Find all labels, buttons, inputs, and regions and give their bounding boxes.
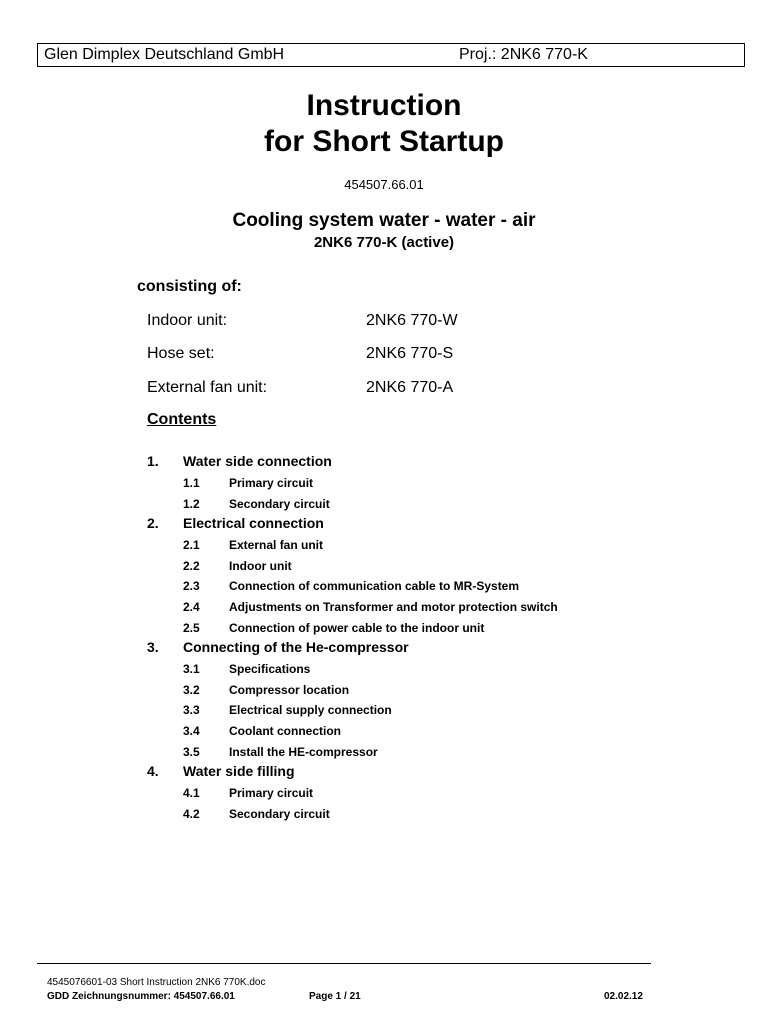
toc-subsection-label: Primary circuit xyxy=(229,476,314,490)
toc-subsection-number: 3.4 xyxy=(183,724,200,738)
subtitle-model: 2NK6 770-K (active) xyxy=(313,234,455,251)
project-number: Proj.: 2NK6 770-K xyxy=(459,46,588,63)
header-box xyxy=(37,43,745,67)
footer-drawing-number: GDD Zeichnungsnummer: 454507.66.01 xyxy=(47,991,235,1002)
document-title-line1: Instruction xyxy=(306,89,462,122)
footer-filename: 4545076601-03 Short Instruction 2NK6 770K.doc xyxy=(47,977,266,988)
toc-subsection-label: Compressor location xyxy=(229,683,350,697)
company-name: Glen Dimplex Deutschland GmbH xyxy=(44,46,285,63)
toc-subsection-number: 3.1 xyxy=(183,662,200,676)
toc-subsection-number: 2.3 xyxy=(183,579,200,593)
toc-subsection-label: Primary circuit xyxy=(229,786,314,800)
component-value: 2NK6 770-A xyxy=(366,379,454,396)
consisting-of-heading: consisting of: xyxy=(137,278,242,295)
toc-subsection-number: 4.2 xyxy=(183,807,200,821)
toc-section-label: Connecting of the He-compressor xyxy=(183,639,409,655)
toc-subsection-number: 2.5 xyxy=(183,621,200,635)
footer-divider xyxy=(37,963,651,964)
toc-subsection-number: 2.4 xyxy=(183,600,200,614)
toc-subsection-label: Adjustments on Transformer and motor protection switch xyxy=(229,600,558,614)
toc-subsection-number: 2.1 xyxy=(183,538,200,552)
toc-subsection-number: 4.1 xyxy=(183,786,200,800)
contents-heading: Contents xyxy=(147,411,217,428)
toc-subsection-label: Specifications xyxy=(229,662,311,676)
toc-subsection-number: 3.5 xyxy=(183,745,200,759)
toc-subsection-label: Connection of power cable to the indoor unit xyxy=(229,621,485,635)
toc-subsection-number: 3.3 xyxy=(183,703,200,717)
document-number: 454507.66.01 xyxy=(344,177,424,192)
footer-date: 02.02.12 xyxy=(604,991,643,1002)
component-value: 2NK6 770-W xyxy=(366,312,458,329)
toc-section-number: 1. xyxy=(147,453,159,469)
toc-section-label: Water side connection xyxy=(183,453,332,469)
toc-subsection-label: Install the HE-compressor xyxy=(229,745,378,759)
toc-subsection-label: Secondary circuit xyxy=(229,497,330,511)
component-label: Indoor unit: xyxy=(147,312,228,329)
toc-subsection-number: 1.1 xyxy=(183,476,200,490)
toc-subsection-label: Electrical supply connection xyxy=(229,703,392,717)
component-value: 2NK6 770-S xyxy=(366,345,454,362)
toc-section-number: 3. xyxy=(147,639,159,655)
toc-section-number: 2. xyxy=(147,515,159,531)
component-label: Hose set: xyxy=(147,345,215,362)
toc-subsection-label: Secondary circuit xyxy=(229,807,330,821)
toc-subsection-number: 1.2 xyxy=(183,497,200,511)
toc-section-number: 4. xyxy=(147,763,159,779)
toc-section-label: Electrical connection xyxy=(183,515,324,531)
toc-subsection-number: 2.2 xyxy=(183,559,200,573)
toc-subsection-label: Coolant connection xyxy=(229,724,341,738)
toc-subsection-label: External fan unit xyxy=(229,538,324,552)
document-title-line2: for Short Startup xyxy=(264,125,504,158)
component-label: External fan unit: xyxy=(147,379,268,396)
toc-section-label: Water side filling xyxy=(183,763,295,779)
toc-subsection-number: 3.2 xyxy=(183,683,200,697)
footer-page-number: Page 1 / 21 xyxy=(309,991,361,1002)
toc-subsection-label: Indoor unit xyxy=(229,559,292,573)
toc-subsection-label: Connection of communication cable to MR-System xyxy=(229,579,520,593)
subtitle-system: Cooling system water - water - air xyxy=(232,210,536,231)
